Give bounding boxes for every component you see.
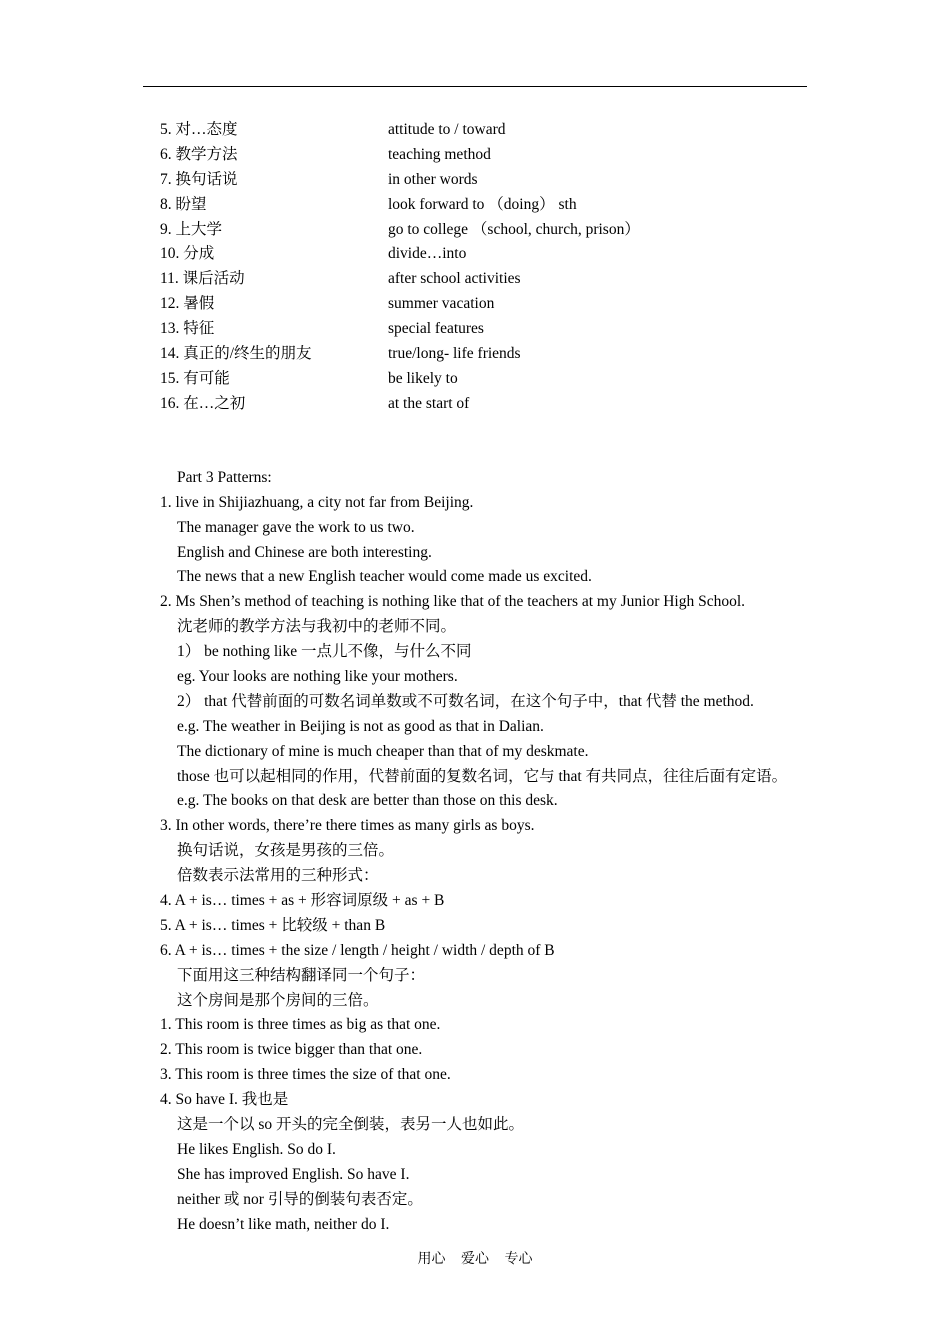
text-line: those 也可以起相同的作用，代替前面的复数名词，它与 that 有共同点，往往后面有定语。 <box>177 767 788 785</box>
text-line: 1. live in Shijiazhuang, a city not far from Beijing. <box>160 493 474 511</box>
text-line: e.g. The weather in Beijing is not as good as that in Dalian. <box>177 717 544 735</box>
text-line: 6. A + is… times + the size / length / height / width / depth of B <box>160 941 555 959</box>
vocab-chinese: 14. 真正的/终生的朋友 <box>160 345 312 363</box>
vocab-english: in other words <box>388 170 478 188</box>
vocab-english: special features <box>388 320 484 338</box>
section-heading: Part 3 Patterns: <box>177 468 272 486</box>
vocab-chinese: 7. 换句话说 <box>160 170 238 188</box>
vocab-chinese: 6. 教学方法 <box>160 145 238 163</box>
vocab-chinese: 11. 课后活动 <box>160 270 245 288</box>
text-line: The dictionary of mine is much cheaper than that of my deskmate. <box>177 742 589 760</box>
text-line: 这个房间是那个房间的三倍。 <box>177 991 379 1009</box>
vocab-english: attitude to / toward <box>388 121 506 138</box>
patterns-section <box>160 441 820 1238</box>
text-line: e.g. The books on that desk are better than those on this desk. <box>177 792 558 810</box>
vocab-english: look forward to （doing） sth <box>388 195 577 213</box>
text-line: 倍数表示法常用的三种形式： <box>177 867 379 885</box>
vocab-chinese: 8. 盼望 <box>160 195 207 213</box>
text-line: She has improved English. So have I. <box>177 1165 410 1183</box>
vocab-chinese: 16. 在…之初 <box>160 394 246 412</box>
text-line: 2） that 代替前面的可数名词单数或不可数名词，在这个句子中，that 代替 the method. <box>177 692 754 710</box>
text-line: 5. A + is… times + 比较级 + than B <box>160 916 386 934</box>
text-line: 1） be nothing like 一点儿不像，与什么不同 <box>177 643 472 661</box>
vocab-english: teaching method <box>388 145 491 163</box>
vocab-chinese: 12. 暑假 <box>160 295 215 313</box>
vocab-english: be likely to <box>388 369 458 387</box>
text-line: The manager gave the work to us two. <box>177 518 415 536</box>
vocab-english: divide…into <box>388 245 467 263</box>
text-line: 2. This room is twice bigger than that one. <box>160 1041 423 1059</box>
footer-word: 爱心 <box>461 1252 489 1267</box>
text-line: He doesn’t like math, neither do I. <box>177 1215 390 1233</box>
page-footer <box>0 1248 950 1268</box>
text-line: 4. So have I. 我也是 <box>160 1091 289 1109</box>
text-line: He likes English. So do I. <box>177 1140 336 1158</box>
vocab-english: go to college （school, church, prison） <box>388 220 640 238</box>
footer-word: 专心 <box>504 1252 533 1267</box>
blank-line <box>160 441 820 466</box>
text-line: 2. Ms Shen’s method of teaching is nothing like that of the teachers at my Junior High School. <box>160 593 746 611</box>
text-line: eg. Your looks are nothing like your mothers. <box>177 668 458 686</box>
footer-word: 用心 <box>417 1252 446 1267</box>
vocab-chinese: 9. 上大学 <box>160 220 223 238</box>
text-line: neither 或 nor 引导的倒装句表否定。 <box>177 1190 423 1208</box>
text-line: 下面用这三种结构翻译同一个句子： <box>177 966 426 984</box>
header-rule <box>143 86 807 87</box>
text-line: 4. A + is… times + as + 形容词原级 + as + B <box>160 892 445 910</box>
text-line: 3. In other words, there’re there times as many girls as boys. <box>160 817 535 835</box>
vocab-english: summer vacation <box>388 295 495 313</box>
vocab-english: at the start of <box>388 394 470 412</box>
vocab-english: true/long- life friends <box>388 345 521 363</box>
text-line: 3. This room is three times the size of that one. <box>160 1066 451 1084</box>
text-line: English and Chinese are both interesting. <box>177 543 432 561</box>
vocab-chinese: 15. 有可能 <box>160 369 230 387</box>
text-line: 换句话说，女孩是男孩的三倍。 <box>177 842 395 860</box>
text-line: 这是一个以 so 开头的完全倒装，表另一人也如此。 <box>177 1116 525 1134</box>
text-line: 1. This room is three times as big as that one. <box>160 1016 441 1034</box>
vocab-english: after school activities <box>388 270 521 288</box>
vocab-chinese: 5. 对…态度 <box>160 121 238 138</box>
text-line: The news that a new English teacher would come made us excited. <box>177 568 592 586</box>
text-line: 沈老师的教学方法与我初中的老师不同。 <box>177 618 457 636</box>
vocab-chinese: 10. 分成 <box>160 245 215 263</box>
vocab-chinese: 13. 特征 <box>160 320 215 338</box>
